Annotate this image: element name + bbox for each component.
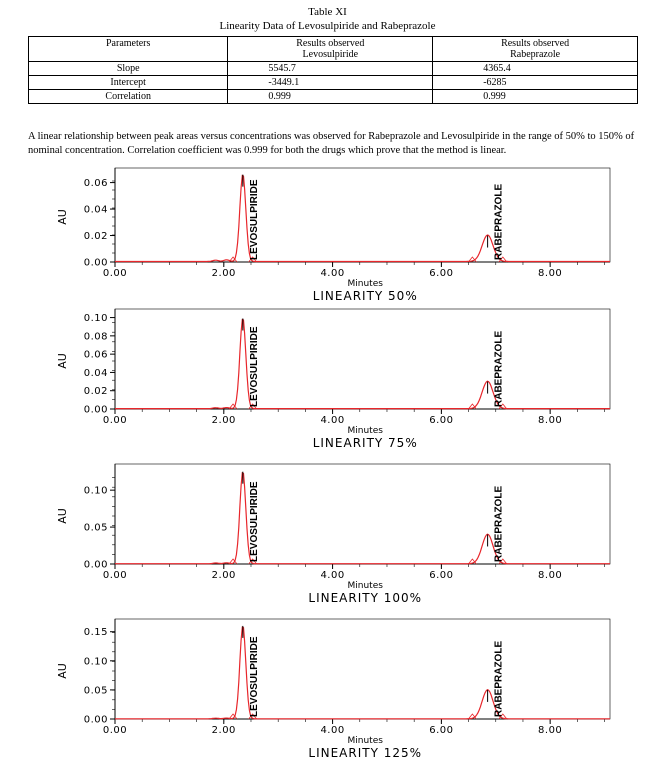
- header-line: Rabeprazole: [510, 49, 561, 60]
- y-axis-label: AU: [56, 508, 69, 524]
- x-tick-label: 2.00: [211, 415, 236, 426]
- x-tick-label: 4.00: [320, 415, 345, 426]
- x-tick-label: 4.00: [320, 268, 345, 279]
- peak-label: LEVOSULPIRIDE: [248, 481, 260, 562]
- x-tick-label: 6.00: [429, 570, 454, 581]
- x-tick-label: 6.00: [429, 268, 454, 279]
- plot-frame: [115, 309, 610, 409]
- peak-label: RABEPRAZOLE: [493, 485, 505, 562]
- chromatogram-trace: [115, 320, 610, 409]
- x-tick-label: 2.00: [211, 725, 236, 736]
- x-tick-label: 4.00: [320, 725, 345, 736]
- table-title: Linearity Data of Levosulpiride and Rabeprazole: [219, 20, 436, 32]
- y-tick-label: 0.05: [83, 522, 108, 534]
- x-tick-label: 2.00: [211, 570, 236, 581]
- y-tick-label: 0.10: [83, 485, 108, 497]
- y-tick-label: 0.00: [83, 559, 108, 571]
- table-cell-rabe: -6285: [433, 76, 638, 90]
- peak-label: RABEPRAZOLE: [493, 330, 505, 407]
- x-tick-label: 2.00: [211, 268, 236, 279]
- table-cell-levo: 5545.7: [228, 62, 433, 76]
- y-axis-label: AU: [56, 663, 69, 679]
- y-tick-label: 0.04: [83, 367, 108, 379]
- table-cell-param: Correlation: [29, 90, 228, 104]
- table-cell-rabe: 0.999: [433, 90, 638, 104]
- y-axis-label: AU: [56, 209, 69, 225]
- table-cell-param: Intercept: [29, 76, 228, 90]
- x-tick-label: 8.00: [538, 725, 563, 736]
- table-cell-levo: -3449.1: [228, 76, 433, 90]
- plot-frame: [115, 619, 610, 719]
- x-tick-label: 6.00: [429, 725, 454, 736]
- x-tick-label: 0.00: [102, 725, 128, 736]
- peak-label: LEVOSULPIRIDE: [248, 326, 260, 407]
- peak-label: LEVOSULPIRIDE: [248, 636, 260, 717]
- chart-title: LINEARITY 100%: [308, 591, 423, 605]
- x-axis-label: Minutes: [347, 426, 383, 436]
- y-axis-label: AU: [56, 353, 69, 369]
- chromatogram-trace: [115, 627, 610, 719]
- y-tick-label: 0.06: [83, 349, 108, 361]
- x-tick-label: 0.00: [102, 268, 128, 279]
- y-tick-label: 0.05: [83, 685, 108, 697]
- y-tick-label: 0.15: [83, 627, 108, 639]
- chart-title: LINEARITY 50%: [312, 289, 418, 303]
- x-axis-label: Minutes: [347, 581, 383, 591]
- y-tick-label: 0.10: [83, 313, 108, 325]
- y-tick-label: 0.02: [83, 386, 108, 398]
- table-cell-param: Slope: [29, 62, 228, 76]
- table-cell-rabe: 4365.4: [433, 62, 638, 76]
- header-line: Results observed: [296, 38, 365, 49]
- y-tick-label: 0.06: [83, 178, 108, 190]
- y-tick-label: 0.00: [83, 404, 108, 416]
- peak-label: LEVOSULPIRIDE: [248, 179, 260, 260]
- linearity-paragraph: A linear relationship between peak areas versus concentrations was observed for Rabeprazole and Levosulpiride in the range of 50% to 150% of nominal concentration. Correlation coefficient was 0.999 for both the drugs which prove that the method is linear.: [28, 131, 635, 156]
- y-tick-label: 0.08: [83, 331, 108, 343]
- x-tick-label: 0.00: [102, 415, 128, 426]
- table-number: Table XI: [308, 6, 347, 18]
- x-tick-label: 8.00: [538, 570, 563, 581]
- chromatogram-trace: [115, 473, 610, 564]
- header-line: Levosulpiride: [302, 49, 359, 60]
- x-tick-label: 6.00: [429, 415, 454, 426]
- x-tick-label: 8.00: [538, 268, 563, 279]
- y-tick-label: 0.00: [83, 714, 108, 726]
- peak-label: RABEPRAZOLE: [493, 183, 505, 260]
- y-tick-label: 0.04: [83, 204, 108, 216]
- y-tick-label: 0.02: [83, 231, 108, 243]
- chromatogram-trace: [115, 176, 610, 262]
- x-axis-label: Minutes: [347, 736, 383, 746]
- plot-frame: [115, 464, 610, 564]
- plot-frame: [115, 168, 610, 262]
- chart-title: LINEARITY 125%: [308, 746, 423, 760]
- x-tick-label: 4.00: [320, 570, 345, 581]
- x-tick-label: 8.00: [538, 415, 563, 426]
- x-tick-label: 0.00: [102, 570, 128, 581]
- y-tick-label: 0.00: [83, 257, 108, 269]
- header-line: Parameters: [105, 38, 151, 49]
- y-tick-label: 0.10: [83, 656, 108, 668]
- chart-title: LINEARITY 75%: [312, 436, 418, 450]
- header-line: Results observed: [501, 38, 570, 49]
- x-axis-label: Minutes: [347, 279, 383, 289]
- peak-label: RABEPRAZOLE: [493, 640, 505, 717]
- table-cell-levo: 0.999: [228, 90, 433, 104]
